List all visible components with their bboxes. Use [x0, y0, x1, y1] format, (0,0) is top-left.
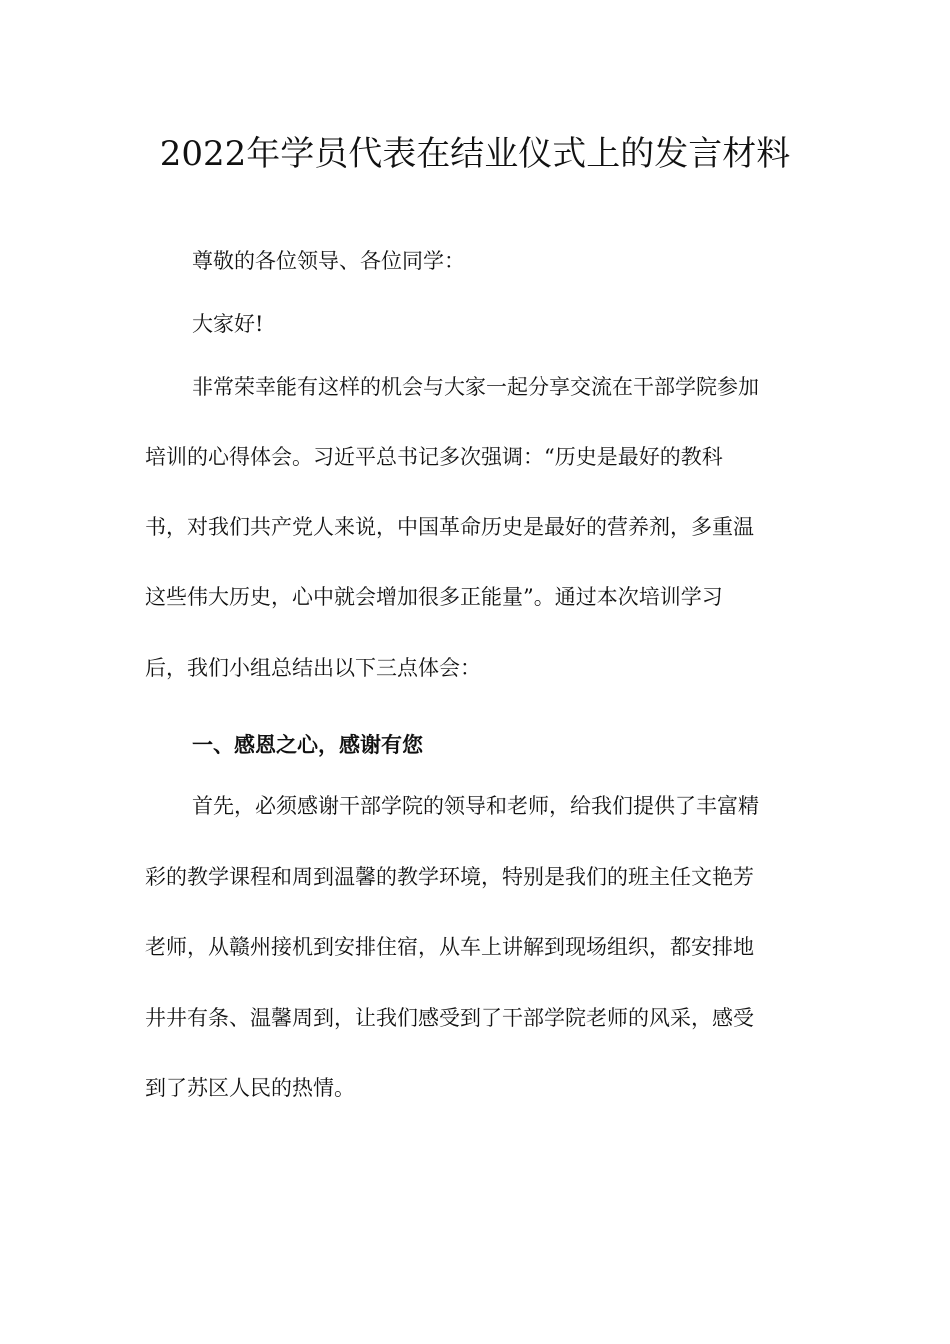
greeting: 大家好!: [192, 312, 264, 336]
intro-line-1: 非常荣幸能有这样的机会与大家一起分享交流在干部学院参加: [192, 375, 759, 399]
section-1-line-1: 首先，必须感谢干部学院的领导和老师，给我们提供了丰富精: [192, 794, 759, 818]
section-1-line-2: 彩的教学课程和周到温馨的教学环境，特别是我们的班主任文艳芳: [145, 865, 754, 889]
intro-line-5: 后，我们小组总结出以下三点体会：: [145, 656, 481, 680]
intro-line-4: 这些伟大历史，心中就会增加很多正能量”。通过本次培训学习: [145, 585, 723, 609]
salutation: 尊敬的各位领导、各位同学：: [192, 249, 465, 273]
section-1-line-5: 到了苏区人民的热情。: [145, 1076, 355, 1100]
document-title: 2022年学员代表在结业仪式上的发言材料: [159, 134, 791, 174]
intro-line-3: 书，对我们共产党人来说，中国革命历史是最好的营养剂，多重温: [145, 515, 754, 539]
section-1-heading: 一、感恩之心，感谢有您: [192, 732, 423, 757]
intro-line-2: 培训的心得体会。习近平总书记多次强调：“历史是最好的教科: [145, 445, 723, 469]
section-1-line-4: 井井有条、温馨周到，让我们感受到了干部学院老师的风采，感受: [145, 1006, 754, 1030]
section-1-line-3: 老师，从赣州接机到安排住宿，从车上讲解到现场组织，都安排地: [145, 935, 754, 959]
